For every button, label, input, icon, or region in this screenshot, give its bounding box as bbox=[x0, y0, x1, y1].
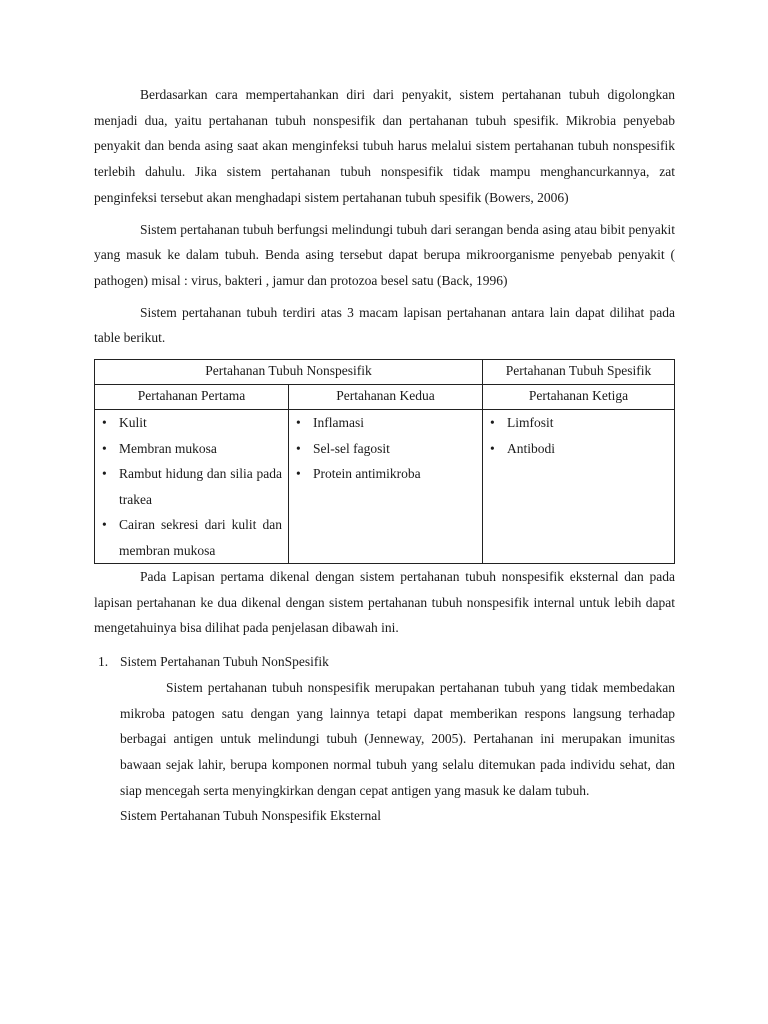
list-item: • Limfosit bbox=[489, 410, 668, 436]
list-item: • Protein antimikroba bbox=[295, 461, 476, 487]
table-subheader-row bbox=[95, 385, 675, 410]
col-second-defense-title: Pertahanan Kedua bbox=[289, 385, 483, 410]
list-item: • Sel-sel fagosit bbox=[295, 436, 476, 462]
first-defense-list bbox=[101, 410, 282, 563]
paragraph-table-intro: Sistem pertahanan tubuh terdiri atas 3 macam lapisan pertahanan antara lain dapat dilihat pada table berikut. bbox=[94, 304, 675, 346]
col-first-defense-title: Pertahanan Pertama bbox=[95, 385, 289, 410]
list-item: • Kulit bbox=[101, 410, 282, 436]
third-defense-cell bbox=[483, 410, 675, 564]
section-title: Sistem Pertahanan Tubuh NonSpesifik bbox=[120, 654, 329, 670]
list-item: • Inflamasi bbox=[295, 410, 476, 436]
list-item: • Antibodi bbox=[489, 436, 668, 462]
first-defense-cell bbox=[95, 410, 289, 564]
paragraph-nonspecific-definition: Sistem pertahanan tubuh nonspesifik merupakan pertahanan tubuh yang tidak membedakan mikroba patogen satu dengan yang lainnya tetapi dapat memberikan respons langsung terhadap berbagai antigen untuk melindungi tubuh (Jenneway, 2005). Pertahanan ini merupakan imunitas bawaan sejak lahir, berupa komponen normal tubuh yang selalu ditemukan pada individu sehat, dan siap mencegah serta menyingkirkan dengan cepat antigen yang masuk ke dalam tubuh. bbox=[120, 679, 675, 798]
second-defense-cell bbox=[289, 410, 483, 564]
third-defense-list bbox=[489, 410, 668, 461]
paragraph-intro: Berdasarkan cara mempertahankan diri dari penyakit, sistem pertahanan tubuh digolongkan menjadi dua, yaitu pertahanan tubuh nonspesifik dan pertahanan tubuh spesifik. Mikrobia penyebab penyakit dan benda asing saat akan menginfeksi tubuh harus melalui sistem pertahanan tubuh nonspesifik terlebih dahulu. Jika sistem pertahanan tubuh nonspesifik tidak mampu menghancurkannya, zat penginfeksi tersebut akan menghadapi sistem pertahanan tubuh spesifik (Bowers, 2006) bbox=[94, 87, 675, 205]
document-page bbox=[94, 82, 675, 829]
section-body bbox=[120, 675, 675, 829]
header-nonspecific: Pertahanan Tubuh Nonspesifik bbox=[95, 360, 483, 385]
section-heading bbox=[94, 649, 675, 675]
paragraph-layers-explained: Pada Lapisan pertama dikenal dengan sistem pertahanan tubuh nonspesifik eksternal dan pada lapisan pertahanan ke dua dikenal dengan sistem pertahanan tubuh nonspesifik internal untuk lebih dapat mengetahuinya bisa dilihat pada penjelasan dibawah ini. bbox=[94, 569, 675, 636]
table-header-row bbox=[95, 360, 675, 385]
col-third-defense-title: Pertahanan Ketiga bbox=[483, 385, 675, 410]
list-item: • Cairan sekresi dari kulit dan membran mukosa bbox=[101, 512, 282, 563]
subheading-external: Sistem Pertahanan Tubuh Nonspesifik Eksternal bbox=[120, 808, 381, 824]
second-defense-list bbox=[295, 410, 476, 487]
table-items-row bbox=[95, 410, 675, 564]
section-number: 1. bbox=[98, 654, 109, 670]
header-specific: Pertahanan Tubuh Spesifik bbox=[483, 360, 675, 385]
list-item: • Rambut hidung dan silia pada trakea bbox=[101, 461, 282, 512]
paragraph-function: Sistem pertahanan tubuh berfungsi melindungi tubuh dari serangan benda asing atau bibit penyakit yang masuk ke dalam tubuh. Benda asing tersebut dapat berupa mikroorganisme penyebab penyakit ( pathogen) misal : virus, bakteri , jamur dan protozoa besel satu (Back, 1996) bbox=[94, 221, 675, 288]
defense-layers-table bbox=[94, 359, 675, 564]
list-item: • Membran mukosa bbox=[101, 436, 282, 462]
